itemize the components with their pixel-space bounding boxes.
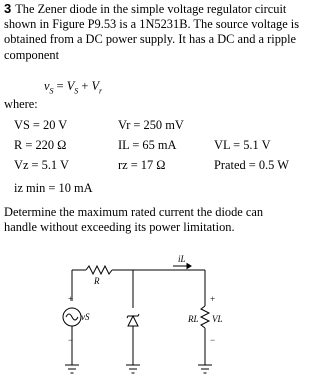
given-rz: rz = 17 Ω [118, 158, 166, 172]
given-vr: Vr = 250 mV [118, 118, 184, 132]
resistor-rl [201, 306, 209, 328]
given-vl: VL = 5.1 V [214, 138, 271, 152]
label-r: R [94, 276, 100, 286]
load-minus: − [210, 335, 216, 345]
current-arrow-head [187, 264, 191, 269]
given-vz: Vz = 5.1 V [14, 158, 69, 172]
label-rl: RL [188, 314, 199, 324]
source-minus: − [68, 335, 74, 345]
source-plus: + [68, 294, 74, 304]
question-text: Determine the maximum rated current the diode can handle without exceeding its power limitation. [4, 205, 264, 235]
given-il: IL = 65 mA [118, 138, 177, 152]
problem-text: The Zener diode in the simple voltage regulator circuit shown in Figure P9.53 is a 1N5231B. The source voltage is obtained from a DC power supply. It has a DC and a ripple component [4, 2, 300, 62]
zener-triangle [128, 316, 138, 326]
load-plus: + [210, 294, 216, 304]
source-sine [66, 314, 78, 320]
source-voltage-equation: $v_S = V_S + V_r$ [44, 79, 103, 96]
label-vs: vS [81, 312, 90, 322]
label-vl: VL [212, 314, 223, 324]
where-label: where: [4, 97, 38, 111]
given-prated: Prated = 0.5 W [214, 158, 289, 172]
zener-bar [127, 314, 139, 318]
given-vs: VS = 20 V [14, 118, 68, 132]
problem-number: 3 [4, 1, 12, 16]
given-r: R = 220 Ω [14, 138, 67, 152]
label-il: iL [178, 254, 186, 264]
given-izmin: iz min = 10 mA [14, 181, 93, 195]
resistor-r [86, 266, 112, 274]
